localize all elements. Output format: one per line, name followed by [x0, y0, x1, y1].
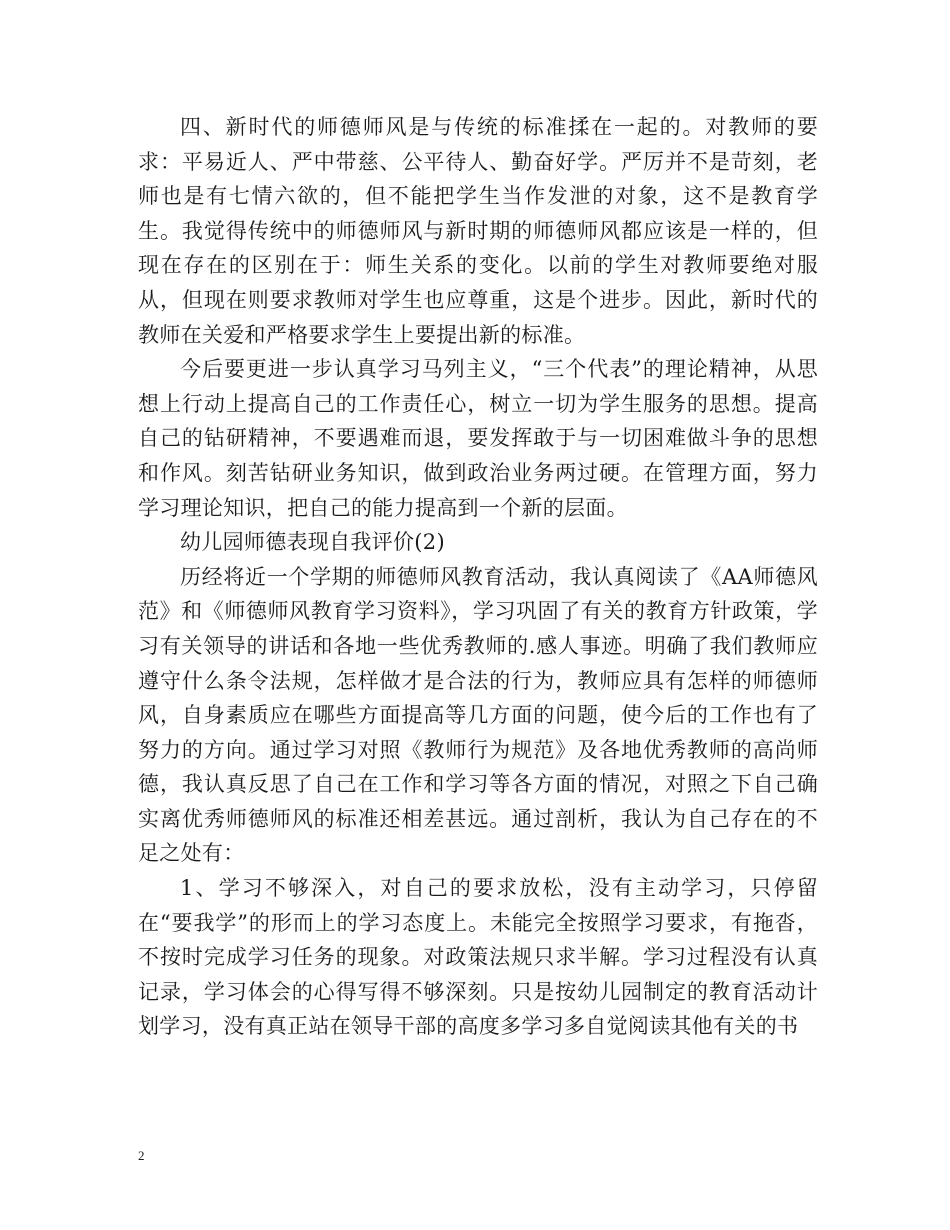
- document-body: [138, 110, 818, 1044]
- page-number: 2: [138, 1148, 145, 1163]
- paragraph-future-study-plan: 今后要更进一步认真学习马列主义，“三个代表”的理论精神，从思想上行动上提高自己的工作责任心，树立一切为学生服务的思想。提高自己的钻研精神，不要遇难而退，要发挥敢于与一切困难做斗争的思想和作风。刻苦钻研业务知识，做到政治业务两过硬。在管理方面，努力学习理论知识，把自己的能力提高到一个新的层面。: [138, 357, 818, 520]
- section-heading: 幼儿园师德表现自我评价(2): [180, 530, 445, 555]
- paragraph-shortcoming-1: 1、学习不够深入，对自己的要求放松，没有主动学习，只停留在“要我学”的形而上的学习态度上。未能完全按照学习要求，有拖沓，不按时完成学习任务的现象。对政策法规只求半解。学习过程没有认真记录，学习体会的心得写得不够深刻。只是按幼儿园制定的教育活动计划学习，没有真正站在领导干部的高度多学习多自觉阅读其他有关的书: [138, 876, 818, 1039]
- paragraph-self-reflection: 历经将近一个学期的师德师风教育活动，我认真阅读了《AA师德风范》和《师德师风教育学习资料》，学习巩固了有关的教育方针政策，学习有关领导的讲话和各地一些优秀教师的.感人事迹。明确了我们教师应遵守什么条令法规，怎样做才是合法的行为，教师应具有怎样的师德师风，自身素质应在哪些方面提高等几方面的问题，使今后的工作也有了努力的方向。通过学习对照《教师行为规范》及各地优秀教师的高尚师德，我认真反思了自己在工作和学习等各方面的情况，对照之下自己确实离优秀师德师风的标准还相差甚远。通过剖析，我认为自己存在的不足之处有：: [138, 564, 818, 866]
- paragraph-teacher-ethics-tradition: 四、新时代的师德师风是与传统的标准揉在一起的。对教师的要求：平易近人、严中带慈、公平待人、勤奋好学。严厉并不是苛刻，老师也是有七情六欲的，但不能把学生当作发泄的对象，这不是教育学生。我觉得传统中的师德师风与新时期的师德师风都应该是一样的，但现在存在的区别在于：师生关系的变化。以前的学生对教师要绝对服从，但现在则要求教师对学生也应尊重，这是个进步。因此，新时代的教师在关爱和严格要求学生上要提出新的标准。: [138, 115, 818, 347]
